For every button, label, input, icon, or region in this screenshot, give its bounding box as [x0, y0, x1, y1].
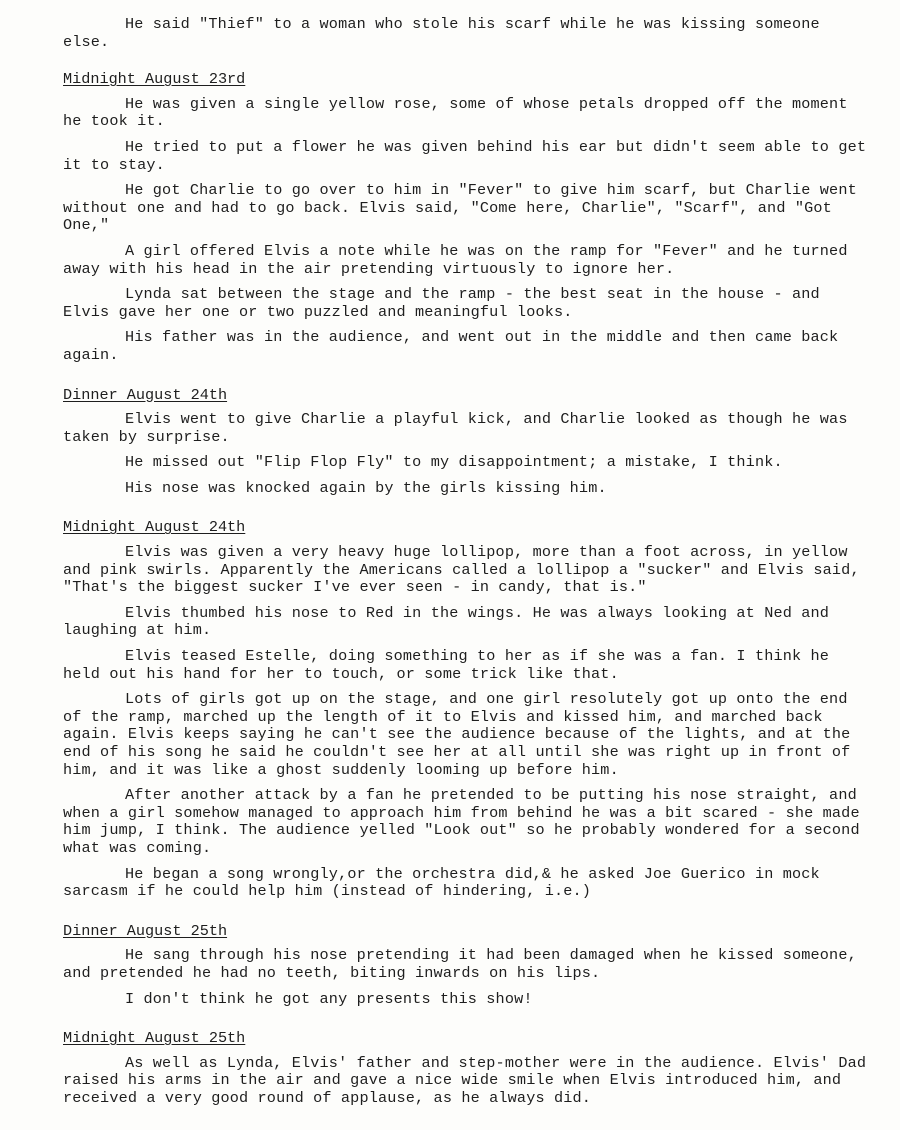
paragraph: His father was in the audience, and went out in the middle and then came back again. — [63, 328, 839, 364]
paragraph: Elvis thumbed his nose to Red in the wings. He was always looking at Ned and laughing at him. — [63, 603, 830, 640]
paragraph: After another attack by a fan he pretended to be putting his nose straight, and when a girl somehow managed to approach him from behind he was a bit scared - she made him jump, I think. The audience yelled "Look out" so he probably wondered for a second what was coming. — [63, 786, 860, 857]
paragraph: A girl offered Elvis a note while he was on the ramp for "Fever" and he turned away with his head in the air pretending virtuously to ignore her. — [63, 241, 848, 278]
paragraph: He sang through his nose pretending it had been damaged when he kissed someone, and pretended he had no teeth, biting inwards on his lips. — [63, 946, 857, 982]
section-midnight-aug-25 — [63, 1016, 870, 1107]
paragraph: Elvis teased Estelle, doing something to her as if she was a fan. I think he held out his hand for her to touch, or some trick like that. — [63, 647, 830, 683]
section-heading: Dinner August 24th — [63, 385, 228, 404]
section-dinner-aug-24 — [63, 373, 870, 498]
section-heading: Midnight August 25th — [63, 1029, 246, 1048]
section-dinner-aug-25 — [63, 909, 870, 1008]
paragraph: I don't think he got any presents this show! — [125, 989, 533, 1008]
paragraph: He was given a single yellow rose, some of whose petals dropped off the moment he took it. — [63, 94, 848, 131]
paragraph: He tried to put a flower he was given behind his ear but didn't seem able to get it to stay. — [63, 137, 867, 174]
intro-paragraph: He said "Thief" to a woman who stole his scarf while he was kissing someone else. — [63, 15, 820, 51]
paragraph: Lots of girls got up on the stage, and one girl resolutely got up onto the end of the ramp, marched up the length of it to Elvis and kissed him, and marched back again. Elvis keeps saying he can't see the audience because of the lights, and at the end of his song he said he couldn't see her at all until she was right up in front of him, and it was like a ghost suddenly looming up before him. — [63, 690, 851, 779]
paragraph: He got Charlie to go over to him in "Fever" to give him scarf, but Charlie went without one and had to go back. Elvis said, "Come here, Charlie", "Scarf", and "Got One," — [63, 181, 857, 235]
paragraph: Elvis was given a very heavy huge lollipop, more than a foot across, in yellow and pink swirls. Apparently the Americans called a lollipop a "sucker" and Elvis said, "That's the biggest sucker I've ever seen - in candy, that is." — [63, 543, 860, 597]
section-midnight-aug-23 — [63, 57, 870, 364]
section-heading: Dinner August 25th — [63, 921, 228, 940]
paragraph: Elvis went to give Charlie a playful kick, and Charlie looked as though he was taken by surprise. — [63, 410, 848, 446]
section-heading: Midnight August 24th — [63, 518, 246, 537]
paragraph: As well as Lynda, Elvis' father and step-mother were in the audience. Elvis' Dad raised his arms in the air and gave a nice wide smile when Elvis introduced him, and received a very good round of applause, as he always did. — [63, 1053, 867, 1107]
section-heading: Midnight August 23rd — [63, 70, 246, 89]
section-midnight-aug-24 — [63, 505, 870, 900]
paragraph: He began a song wrongly,or the orchestra did,& he asked Joe Guerico in mock sarcasm if he could help him (instead of hindering, i.e.) — [63, 864, 820, 901]
paragraph: He missed out "Flip Flop Fly" to my disappointment; a mistake, I think. — [125, 453, 783, 472]
paragraph: His nose was knocked again by the girls kissing him. — [125, 478, 607, 497]
paragraph: Lynda sat between the stage and the ramp - the best seat in the house - and Elvis gave her one or two puzzled and meaningful looks. — [63, 285, 820, 321]
